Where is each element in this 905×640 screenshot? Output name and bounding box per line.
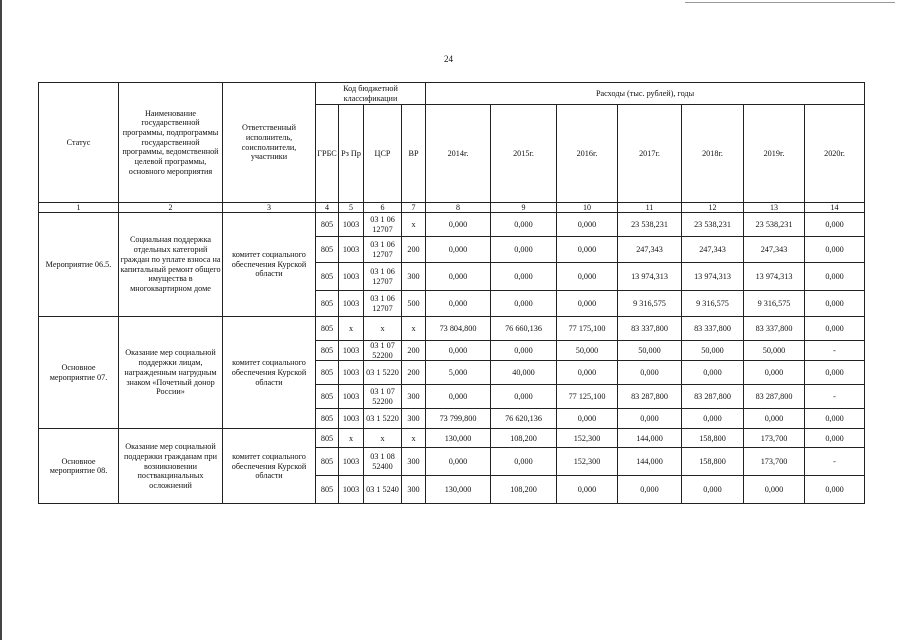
- expense-value-cell: 0,000: [805, 409, 865, 429]
- expense-value-cell: 0,000: [618, 361, 682, 385]
- expense-value-cell: 23 538,231: [618, 213, 682, 237]
- column-number: 7: [402, 203, 426, 213]
- grbs-cell: 805: [316, 317, 339, 341]
- header-budget-code: Код бюджетной классификации: [316, 83, 426, 105]
- vr-cell: 300: [402, 263, 426, 291]
- grbs-cell: 805: [316, 448, 339, 476]
- csr-cell: 03 1 06 12707: [364, 213, 402, 237]
- expense-value-cell: 152,300: [557, 448, 618, 476]
- expense-value-cell: 0,000: [491, 448, 557, 476]
- rzpr-cell: х: [339, 429, 364, 448]
- program-name-cell: Оказание мер социальной поддержки лицам, награжденным нагрудным знаком «Почетный донор России»: [119, 317, 223, 429]
- csr-cell: 03 1 06 12707: [364, 263, 402, 291]
- rzpr-cell: 1003: [339, 361, 364, 385]
- expense-value-cell: 0,000: [557, 291, 618, 317]
- header-csr: ЦСР: [364, 105, 402, 203]
- column-number: 14: [805, 203, 865, 213]
- vr-cell: 200: [402, 361, 426, 385]
- vr-cell: х: [402, 429, 426, 448]
- expense-value-cell: 0,000: [426, 341, 491, 361]
- header-year: 2017г.: [618, 105, 682, 203]
- column-number: 11: [618, 203, 682, 213]
- program-name-cell: Социальная поддержка отдельных категорий граждан по уплате взноса на капитальный ремонт общего имущества в многоквартирном доме: [119, 213, 223, 317]
- expense-value-cell: 83 337,800: [618, 317, 682, 341]
- expense-value-cell: 50,000: [557, 341, 618, 361]
- page-edge-line: [0, 0, 2, 640]
- expense-value-cell: 83 337,800: [744, 317, 805, 341]
- expense-value-cell: 0,000: [557, 361, 618, 385]
- expense-value-cell: 0,000: [426, 237, 491, 263]
- top-rule: [685, 2, 895, 3]
- vr-cell: х: [402, 213, 426, 237]
- grbs-cell: 805: [316, 361, 339, 385]
- expense-value-cell: 0,000: [805, 476, 865, 504]
- column-number: 9: [491, 203, 557, 213]
- expense-value-cell: 0,000: [426, 213, 491, 237]
- vr-cell: 300: [402, 448, 426, 476]
- expense-value-cell: 0,000: [491, 341, 557, 361]
- rzpr-cell: 1003: [339, 263, 364, 291]
- expense-value-cell: 0,000: [805, 429, 865, 448]
- column-number: 8: [426, 203, 491, 213]
- expense-value-cell: 13 974,313: [744, 263, 805, 291]
- expense-value-cell: 23 538,231: [744, 213, 805, 237]
- header-executor: Ответственный исполнитель, соисполнители, участники: [223, 83, 316, 203]
- header-status: Статус: [39, 83, 119, 203]
- expense-value-cell: 83 287,800: [618, 385, 682, 409]
- expense-value-cell: -: [805, 385, 865, 409]
- column-number: 13: [744, 203, 805, 213]
- vr-cell: 300: [402, 409, 426, 429]
- budget-table: [38, 82, 865, 504]
- grbs-cell: 805: [316, 237, 339, 263]
- expense-value-cell: 0,000: [491, 263, 557, 291]
- grbs-cell: 805: [316, 429, 339, 448]
- expense-value-cell: -: [805, 448, 865, 476]
- vr-cell: 300: [402, 385, 426, 409]
- expense-value-cell: 130,000: [426, 429, 491, 448]
- expense-value-cell: 5,000: [426, 361, 491, 385]
- expense-value-cell: 0,000: [426, 448, 491, 476]
- expense-value-cell: 0,000: [491, 237, 557, 263]
- expense-value-cell: 83 287,800: [744, 385, 805, 409]
- expense-value-cell: 50,000: [682, 341, 744, 361]
- csr-cell: 03 1 5220: [364, 409, 402, 429]
- expense-value-cell: 0,000: [491, 291, 557, 317]
- expense-value-cell: 50,000: [618, 341, 682, 361]
- expense-value-cell: 0,000: [744, 361, 805, 385]
- executor-cell: комитет социального обеспечения Курской области: [223, 429, 316, 504]
- expense-value-cell: 0,000: [557, 409, 618, 429]
- expense-value-cell: 0,000: [426, 291, 491, 317]
- expense-value-cell: 40,000: [491, 361, 557, 385]
- expense-value-cell: 0,000: [805, 291, 865, 317]
- status-cell: Основное мероприятие 08.: [39, 429, 119, 504]
- column-number: 6: [364, 203, 402, 213]
- rzpr-cell: 1003: [339, 385, 364, 409]
- expense-value-cell: 83 337,800: [682, 317, 744, 341]
- csr-cell: 03 1 06 12707: [364, 237, 402, 263]
- expense-value-cell: 50,000: [744, 341, 805, 361]
- expense-value-cell: -: [805, 341, 865, 361]
- csr-cell: 03 1 07 52200: [364, 385, 402, 409]
- expense-value-cell: 0,000: [557, 237, 618, 263]
- expense-value-cell: 9 316,575: [744, 291, 805, 317]
- rzpr-cell: 1003: [339, 448, 364, 476]
- grbs-cell: 805: [316, 385, 339, 409]
- expense-value-cell: 0,000: [682, 476, 744, 504]
- expense-value-cell: 0,000: [618, 409, 682, 429]
- header-rzpr: Рз Пр: [339, 105, 364, 203]
- expense-value-cell: 23 538,231: [682, 213, 744, 237]
- expense-value-cell: 0,000: [805, 263, 865, 291]
- expense-value-cell: 83 287,800: [682, 385, 744, 409]
- expense-value-cell: 0,000: [491, 213, 557, 237]
- expense-value-cell: 9 316,575: [682, 291, 744, 317]
- executor-cell: комитет социального обеспечения Курской области: [223, 317, 316, 429]
- grbs-cell: 805: [316, 476, 339, 504]
- expense-value-cell: 73 799,800: [426, 409, 491, 429]
- expense-value-cell: 173,700: [744, 448, 805, 476]
- expense-value-cell: 0,000: [805, 361, 865, 385]
- expense-value-cell: 9 316,575: [618, 291, 682, 317]
- expense-value-cell: 0,000: [557, 476, 618, 504]
- table-row: [39, 429, 865, 448]
- expense-value-cell: 77 125,100: [557, 385, 618, 409]
- grbs-cell: 805: [316, 341, 339, 361]
- column-number: 2: [119, 203, 223, 213]
- expense-value-cell: 0,000: [805, 213, 865, 237]
- executor-cell: комитет социального обеспечения Курской области: [223, 213, 316, 317]
- column-number: 1: [39, 203, 119, 213]
- header-grbs: ГРБС: [316, 105, 339, 203]
- grbs-cell: 805: [316, 409, 339, 429]
- expense-value-cell: 158,800: [682, 448, 744, 476]
- column-number: 10: [557, 203, 618, 213]
- program-name-cell: Оказание мер социальной поддержки гражданам при возникновении поствакцинальных осложнений: [119, 429, 223, 504]
- column-number: 3: [223, 203, 316, 213]
- expense-value-cell: 0,000: [805, 237, 865, 263]
- column-number: 12: [682, 203, 744, 213]
- expense-value-cell: 130,000: [426, 476, 491, 504]
- expense-value-cell: 173,700: [744, 429, 805, 448]
- expense-value-cell: 0,000: [805, 317, 865, 341]
- column-number: 5: [339, 203, 364, 213]
- expense-value-cell: 108,200: [491, 429, 557, 448]
- expense-value-cell: 0,000: [557, 213, 618, 237]
- table-row: [39, 213, 865, 237]
- csr-cell: 03 1 06 12707: [364, 291, 402, 317]
- status-cell: Мероприятие 06.5.: [39, 213, 119, 317]
- expense-value-cell: 0,000: [426, 263, 491, 291]
- rzpr-cell: 1003: [339, 409, 364, 429]
- expense-value-cell: 0,000: [426, 385, 491, 409]
- header-year: 2014г.: [426, 105, 491, 203]
- column-number-row: [39, 203, 865, 213]
- vr-cell: 200: [402, 237, 426, 263]
- expense-value-cell: 0,000: [491, 385, 557, 409]
- rzpr-cell: 1003: [339, 476, 364, 504]
- table-header: [39, 83, 865, 213]
- expense-value-cell: 0,000: [557, 263, 618, 291]
- vr-cell: 200: [402, 341, 426, 361]
- table-row: [39, 317, 865, 341]
- rzpr-cell: 1003: [339, 341, 364, 361]
- expense-value-cell: 77 175,100: [557, 317, 618, 341]
- rzpr-cell: х: [339, 317, 364, 341]
- column-number: 4: [316, 203, 339, 213]
- grbs-cell: 805: [316, 213, 339, 237]
- grbs-cell: 805: [316, 263, 339, 291]
- vr-cell: 300: [402, 476, 426, 504]
- rzpr-cell: 1003: [339, 237, 364, 263]
- expense-value-cell: 73 804,800: [426, 317, 491, 341]
- header-year: 2020г.: [805, 105, 865, 203]
- expense-value-cell: 247,343: [744, 237, 805, 263]
- header-year: 2018г.: [682, 105, 744, 203]
- csr-cell: 03 1 08 52400: [364, 448, 402, 476]
- expense-value-cell: 0,000: [618, 476, 682, 504]
- header-year: 2015г.: [491, 105, 557, 203]
- header-name: Наименование государственной программы, подпрограммы государственной программы, ведомственной целевой программы, основного мероприятия: [119, 83, 223, 203]
- expense-value-cell: 0,000: [682, 361, 744, 385]
- csr-cell: 03 1 5220: [364, 361, 402, 385]
- expense-value-cell: 76 660,136: [491, 317, 557, 341]
- header-vr: ВР: [402, 105, 426, 203]
- csr-cell: х: [364, 429, 402, 448]
- expense-value-cell: 76 620,136: [491, 409, 557, 429]
- expense-value-cell: 13 974,313: [618, 263, 682, 291]
- header-expenses: Расходы (тыс. рублей), годы: [426, 83, 865, 105]
- csr-cell: 03 1 07 52200: [364, 341, 402, 361]
- expense-value-cell: 0,000: [744, 476, 805, 504]
- rzpr-cell: 1003: [339, 291, 364, 317]
- expense-value-cell: 152,300: [557, 429, 618, 448]
- expense-value-cell: 158,800: [682, 429, 744, 448]
- expense-value-cell: 108,200: [491, 476, 557, 504]
- vr-cell: 500: [402, 291, 426, 317]
- expense-value-cell: 247,343: [618, 237, 682, 263]
- expense-value-cell: 247,343: [682, 237, 744, 263]
- status-cell: Основное мероприятие 07.: [39, 317, 119, 429]
- expense-value-cell: 0,000: [744, 409, 805, 429]
- grbs-cell: 805: [316, 291, 339, 317]
- rzpr-cell: 1003: [339, 213, 364, 237]
- csr-cell: 03 1 5240: [364, 476, 402, 504]
- vr-cell: х: [402, 317, 426, 341]
- csr-cell: х: [364, 317, 402, 341]
- page-number: 24: [444, 54, 453, 64]
- expense-value-cell: 144,000: [618, 448, 682, 476]
- expense-value-cell: 0,000: [682, 409, 744, 429]
- expense-value-cell: 13 974,313: [682, 263, 744, 291]
- header-year: 2016г.: [557, 105, 618, 203]
- expense-value-cell: 144,000: [618, 429, 682, 448]
- header-year: 2019г.: [744, 105, 805, 203]
- table-body: [39, 213, 865, 504]
- header-row: [39, 83, 865, 105]
